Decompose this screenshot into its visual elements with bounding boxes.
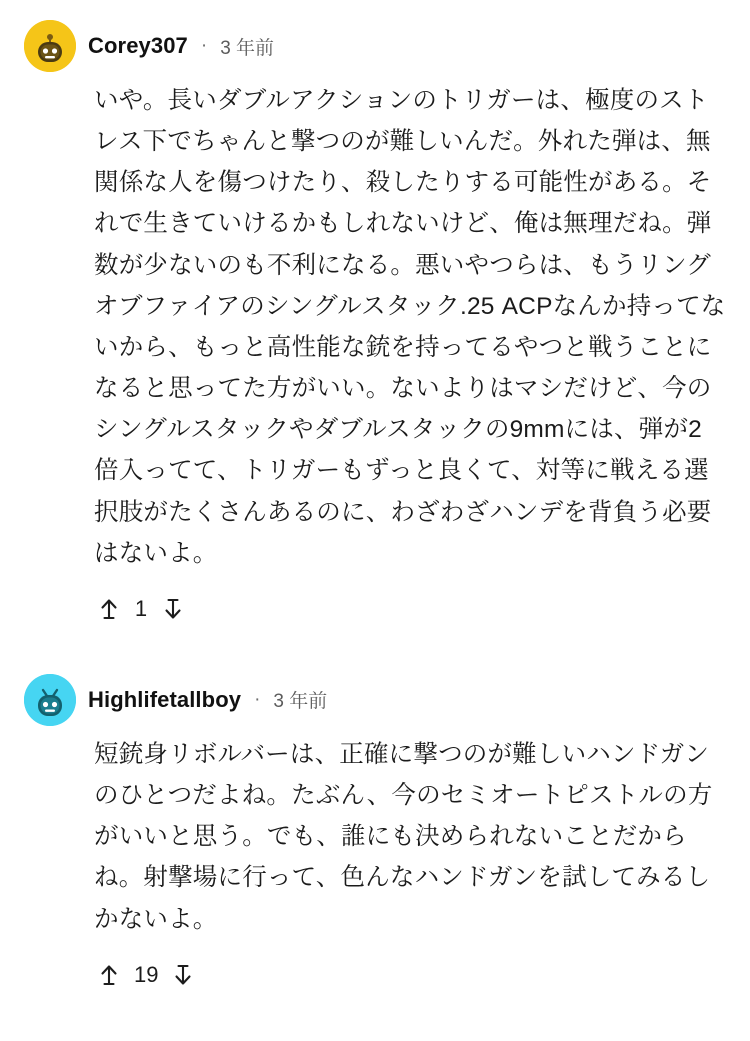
meta-separator: · — [254, 688, 261, 710]
downvote-arrow-icon — [172, 963, 194, 987]
comment-item — [24, 18, 726, 626]
upvote-button[interactable] — [94, 959, 124, 991]
comment-timestamp: 3 年前 — [220, 37, 275, 59]
robot-avatar-icon — [24, 674, 76, 726]
downvote-arrow-icon — [162, 597, 184, 621]
comment-actions — [24, 958, 726, 992]
comment-item — [24, 672, 726, 992]
meta-separator: · — [200, 35, 208, 56]
comment-timestamp: 3 年前 — [273, 691, 328, 713]
upvote-arrow-icon — [98, 597, 120, 621]
comment-actions — [24, 592, 726, 626]
avatar[interactable] — [24, 674, 76, 726]
comment-header — [24, 18, 726, 74]
avatar[interactable] — [24, 20, 76, 72]
comment-body: 短銃身リボルバーは、正確に撃つのが難しいハンドガンのひとつだよね。たぶん、今のセミオートピストルの方がいいと思う。でも、誰にも決められないことだからね。射撃場に行って、色んなハンドガンを試してみるしかないよ。 — [94, 740, 713, 933]
comment-author[interactable]: Highlifetallboy — [88, 686, 242, 712]
upvote-arrow-icon — [98, 963, 120, 987]
comment-author[interactable]: Corey307 — [88, 33, 188, 58]
comment-header — [24, 672, 726, 728]
vote-score: 19 — [134, 961, 159, 987]
vote-score: 1 — [134, 595, 148, 621]
downvote-button[interactable] — [168, 959, 198, 991]
comment-body: いや。長いダブルアクションのトリガーは、極度のストレス下でちゃんと撃つのが難しいんだ。外れた弾は、無関係な人を傷つけたり、殺したりする可能性がある。それで生きていけるかもしれないけど、俺は無理だね。弾数が少ないのも不利になる。悪いやつらは、もうリングオブファイアのシングルスタック.25 ACPなんか持ってないから、もっと高性能な銃を持ってるやつと戦うことになると思ってた方がいい。ないよりはマシだけど、今のシングルスタックやダブルスタックの9mmには、弾が2倍入ってて、トリガーもずっと良くて、対等に戦える選択肢がたくさんあるのに、わざわざハンデを背負う必要はないよ。 — [94, 87, 726, 567]
upvote-button[interactable] — [94, 593, 124, 625]
robot-avatar-icon — [24, 20, 76, 72]
downvote-button[interactable] — [158, 593, 188, 625]
